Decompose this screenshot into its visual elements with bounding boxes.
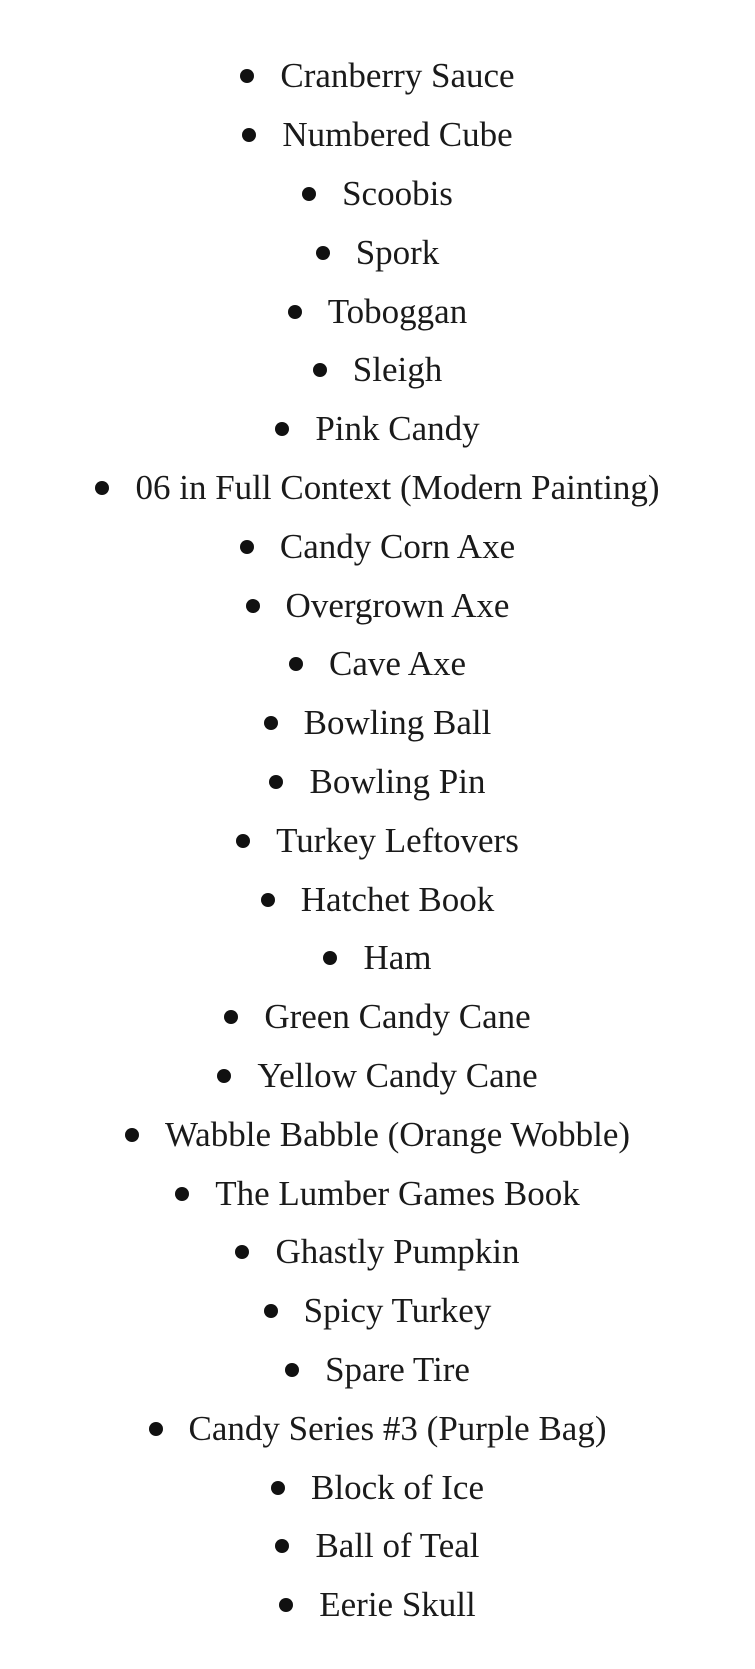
list-item (0, 47, 755, 106)
bullet-icon (217, 1069, 231, 1083)
list-item (0, 870, 755, 929)
bullet-icon (275, 422, 289, 436)
bullet-icon (289, 657, 303, 671)
list-item-label: Turkey Leftovers (276, 820, 519, 860)
bullet-icon (236, 834, 250, 848)
list-item (0, 517, 755, 576)
list-item-label: Numbered Cube (282, 115, 513, 155)
list-item-label: Candy Series #3 (Purple Bag) (188, 1408, 607, 1448)
list-item-label: Bowling Ball (303, 703, 492, 743)
bullet-icon (316, 246, 330, 260)
bullet-icon (264, 716, 278, 730)
list-item (0, 165, 755, 224)
bullet-icon (271, 1481, 285, 1495)
list-item-label: Overgrown Axe (285, 585, 510, 625)
list-item (0, 1399, 755, 1458)
list-item (0, 1458, 755, 1517)
list-item-label: Yellow Candy Cane (257, 1055, 538, 1095)
bullet-icon (235, 1245, 249, 1259)
list-item-label: The Lumber Games Book (215, 1173, 580, 1213)
list-item-label: Eerie Skull (319, 1585, 476, 1625)
list-item-label: Cranberry Sauce (280, 56, 515, 96)
list-item (0, 282, 755, 341)
bullet-icon (285, 1363, 299, 1377)
list-item-label: Hatchet Book (300, 879, 495, 919)
item-list (0, 47, 755, 1635)
list-item (0, 1517, 755, 1576)
bullet-icon (264, 1304, 278, 1318)
bullet-icon (246, 599, 260, 613)
bullet-icon (275, 1539, 289, 1553)
bullet-icon (175, 1187, 189, 1201)
list-item (0, 811, 755, 870)
list-item (0, 988, 755, 1047)
list-item-label: Ghastly Pumpkin (275, 1232, 520, 1272)
list-item-label: Candy Corn Axe (279, 526, 516, 566)
bullet-icon (261, 893, 275, 907)
list-item (0, 223, 755, 282)
list-item (0, 1282, 755, 1341)
bullet-icon (279, 1598, 293, 1612)
list-item-label: Block of Ice (311, 1467, 484, 1507)
bullet-icon (240, 69, 254, 83)
list-item (0, 929, 755, 988)
list-item (0, 341, 755, 400)
list-item-label: Wabble Babble (Orange Wobble) (164, 1114, 631, 1154)
bullet-icon (240, 540, 254, 554)
bullet-icon (323, 951, 337, 965)
bullet-icon (224, 1010, 238, 1024)
list-item-label: Sleigh (352, 350, 443, 390)
bullet-icon (269, 775, 283, 789)
list-item-label: Spork (355, 232, 440, 272)
list-item (0, 1223, 755, 1282)
list-item-label: Bowling Pin (309, 761, 486, 801)
list-item (0, 459, 755, 518)
bullet-icon (313, 363, 327, 377)
list-item (0, 1164, 755, 1223)
list-item (0, 1047, 755, 1106)
list-item (0, 1576, 755, 1635)
list-item-label: Ham (363, 938, 432, 978)
bullet-icon (95, 481, 109, 495)
list-item (0, 576, 755, 635)
list-item (0, 694, 755, 753)
list-item-label: Toboggan (327, 291, 468, 331)
list-item (0, 753, 755, 812)
item-list-container (0, 47, 755, 1635)
bullet-icon (149, 1422, 163, 1436)
list-item-label: Ball of Teal (315, 1526, 480, 1566)
bullet-icon (302, 187, 316, 201)
bullet-icon (242, 128, 256, 142)
list-item (0, 1341, 755, 1400)
list-item (0, 1105, 755, 1164)
list-item (0, 400, 755, 459)
bullet-icon (288, 305, 302, 319)
list-item-label: Pink Candy (315, 409, 480, 449)
list-item (0, 635, 755, 694)
bullet-icon (125, 1128, 139, 1142)
list-item (0, 106, 755, 165)
list-item-label: Cave Axe (328, 644, 467, 684)
list-item-label: Spicy Turkey (303, 1291, 492, 1331)
list-item-label: Green Candy Cane (264, 997, 531, 1037)
list-item-label: Scoobis (342, 173, 453, 213)
list-item-label: Spare Tire (325, 1349, 470, 1389)
list-item-label: 06 in Full Context (Modern Painting) (135, 467, 660, 507)
